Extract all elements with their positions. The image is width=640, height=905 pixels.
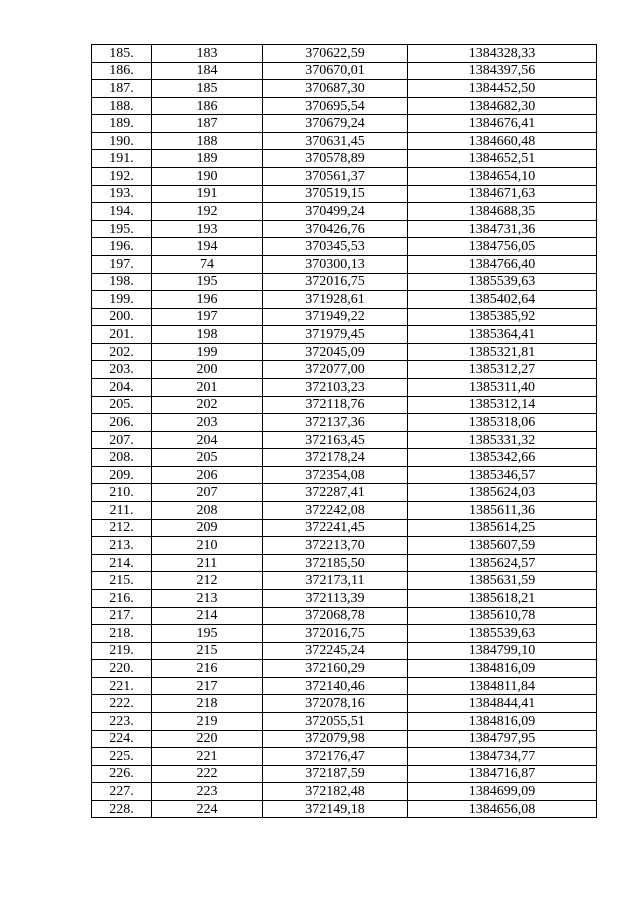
row-number-cell: 224. — [92, 730, 152, 748]
x-coordinate-cell: 372118,76 — [263, 396, 408, 414]
table-row — [92, 361, 597, 379]
table-row — [92, 677, 597, 695]
y-coordinate-cell: 1384816,09 — [408, 712, 597, 730]
x-coordinate-cell: 372077,00 — [263, 361, 408, 379]
point-number-cell: 189 — [152, 150, 263, 168]
x-coordinate-cell: 370622,59 — [263, 45, 408, 63]
table-row — [92, 765, 597, 783]
row-number-cell: 208. — [92, 449, 152, 467]
y-coordinate-cell: 1384816,09 — [408, 660, 597, 678]
point-number-cell: 204 — [152, 431, 263, 449]
table-row — [92, 45, 597, 63]
point-number-cell: 206 — [152, 466, 263, 484]
y-coordinate-cell: 1385539,63 — [408, 273, 597, 291]
x-coordinate-cell: 370695,54 — [263, 97, 408, 115]
table-row — [92, 466, 597, 484]
y-coordinate-cell: 1384799,10 — [408, 642, 597, 660]
y-coordinate-cell: 1384676,41 — [408, 115, 597, 133]
x-coordinate-cell: 372016,75 — [263, 625, 408, 643]
table-row — [92, 554, 597, 572]
table-row — [92, 642, 597, 660]
row-number-cell: 207. — [92, 431, 152, 449]
row-number-cell: 220. — [92, 660, 152, 678]
point-number-cell: 215 — [152, 642, 263, 660]
point-number-cell: 74 — [152, 255, 263, 273]
table-row — [92, 502, 597, 520]
table-row — [92, 238, 597, 256]
x-coordinate-cell: 372185,50 — [263, 554, 408, 572]
point-number-cell: 199 — [152, 343, 263, 361]
y-coordinate-cell: 1384652,51 — [408, 150, 597, 168]
point-number-cell: 192 — [152, 203, 263, 221]
y-coordinate-cell: 1385618,21 — [408, 589, 597, 607]
row-number-cell: 213. — [92, 537, 152, 555]
row-number-cell: 226. — [92, 765, 152, 783]
point-number-cell: 224 — [152, 800, 263, 818]
y-coordinate-cell: 1384844,41 — [408, 695, 597, 713]
row-number-cell: 185. — [92, 45, 152, 63]
row-number-cell: 198. — [92, 273, 152, 291]
coordinates-table — [91, 44, 597, 818]
point-number-cell: 185 — [152, 80, 263, 98]
row-number-cell: 191. — [92, 150, 152, 168]
table-row — [92, 343, 597, 361]
x-coordinate-cell: 372176,47 — [263, 748, 408, 766]
row-number-cell: 217. — [92, 607, 152, 625]
row-number-cell: 219. — [92, 642, 152, 660]
table-row — [92, 484, 597, 502]
x-coordinate-cell: 372187,59 — [263, 765, 408, 783]
x-coordinate-cell: 370519,15 — [263, 185, 408, 203]
table-row — [92, 660, 597, 678]
table-row — [92, 396, 597, 414]
point-number-cell: 187 — [152, 115, 263, 133]
x-coordinate-cell: 370687,30 — [263, 80, 408, 98]
row-number-cell: 189. — [92, 115, 152, 133]
row-number-cell: 209. — [92, 466, 152, 484]
table-row — [92, 150, 597, 168]
table-row — [92, 326, 597, 344]
table-row — [92, 97, 597, 115]
point-number-cell: 196 — [152, 291, 263, 309]
y-coordinate-cell: 1384811,84 — [408, 677, 597, 695]
table-row — [92, 449, 597, 467]
x-coordinate-cell: 372055,51 — [263, 712, 408, 730]
y-coordinate-cell: 1384766,40 — [408, 255, 597, 273]
table-row — [92, 273, 597, 291]
table-row — [92, 414, 597, 432]
table-row — [92, 607, 597, 625]
x-coordinate-cell: 372245,24 — [263, 642, 408, 660]
x-coordinate-cell: 370300,13 — [263, 255, 408, 273]
row-number-cell: 215. — [92, 572, 152, 590]
table-row — [92, 572, 597, 590]
x-coordinate-cell: 372016,75 — [263, 273, 408, 291]
row-number-cell: 199. — [92, 291, 152, 309]
x-coordinate-cell: 372178,24 — [263, 449, 408, 467]
point-number-cell: 190 — [152, 168, 263, 186]
row-number-cell: 206. — [92, 414, 152, 432]
point-number-cell: 213 — [152, 589, 263, 607]
point-number-cell: 193 — [152, 220, 263, 238]
table-row — [92, 712, 597, 730]
x-coordinate-cell: 372140,46 — [263, 677, 408, 695]
y-coordinate-cell: 1385318,06 — [408, 414, 597, 432]
y-coordinate-cell: 1385331,32 — [408, 431, 597, 449]
table-row — [92, 168, 597, 186]
x-coordinate-cell: 370426,76 — [263, 220, 408, 238]
row-number-cell: 197. — [92, 255, 152, 273]
point-number-cell: 207 — [152, 484, 263, 502]
x-coordinate-cell: 370670,01 — [263, 62, 408, 80]
y-coordinate-cell: 1385539,63 — [408, 625, 597, 643]
point-number-cell: 183 — [152, 45, 263, 63]
table-row — [92, 695, 597, 713]
point-number-cell: 205 — [152, 449, 263, 467]
table-row — [92, 132, 597, 150]
y-coordinate-cell: 1384452,50 — [408, 80, 597, 98]
x-coordinate-cell: 372068,78 — [263, 607, 408, 625]
point-number-cell: 188 — [152, 132, 263, 150]
x-coordinate-cell: 370631,45 — [263, 132, 408, 150]
point-number-cell: 191 — [152, 185, 263, 203]
x-coordinate-cell: 372078,16 — [263, 695, 408, 713]
row-number-cell: 210. — [92, 484, 152, 502]
row-number-cell: 202. — [92, 343, 152, 361]
x-coordinate-cell: 372182,48 — [263, 783, 408, 801]
x-coordinate-cell: 372045,09 — [263, 343, 408, 361]
point-number-cell: 208 — [152, 502, 263, 520]
table-row — [92, 431, 597, 449]
point-number-cell: 201 — [152, 378, 263, 396]
row-number-cell: 211. — [92, 502, 152, 520]
x-coordinate-cell: 372241,45 — [263, 519, 408, 537]
y-coordinate-cell: 1384797,95 — [408, 730, 597, 748]
point-number-cell: 210 — [152, 537, 263, 555]
point-number-cell: 203 — [152, 414, 263, 432]
y-coordinate-cell: 1385311,40 — [408, 378, 597, 396]
point-number-cell: 218 — [152, 695, 263, 713]
point-number-cell: 200 — [152, 361, 263, 379]
y-coordinate-cell: 1385312,27 — [408, 361, 597, 379]
row-number-cell: 192. — [92, 168, 152, 186]
row-number-cell: 223. — [92, 712, 152, 730]
point-number-cell: 220 — [152, 730, 263, 748]
point-number-cell: 216 — [152, 660, 263, 678]
table-row — [92, 115, 597, 133]
table-row — [92, 625, 597, 643]
point-number-cell: 217 — [152, 677, 263, 695]
row-number-cell: 222. — [92, 695, 152, 713]
row-number-cell: 203. — [92, 361, 152, 379]
point-number-cell: 195 — [152, 273, 263, 291]
y-coordinate-cell: 1385385,92 — [408, 308, 597, 326]
table-row — [92, 291, 597, 309]
table-row — [92, 519, 597, 537]
row-number-cell: 228. — [92, 800, 152, 818]
row-number-cell: 216. — [92, 589, 152, 607]
x-coordinate-cell: 370561,37 — [263, 168, 408, 186]
y-coordinate-cell: 1385614,25 — [408, 519, 597, 537]
x-coordinate-cell: 372113,39 — [263, 589, 408, 607]
y-coordinate-cell: 1384328,33 — [408, 45, 597, 63]
row-number-cell: 195. — [92, 220, 152, 238]
y-coordinate-cell: 1385402,64 — [408, 291, 597, 309]
x-coordinate-cell: 372079,98 — [263, 730, 408, 748]
x-coordinate-cell: 372213,70 — [263, 537, 408, 555]
x-coordinate-cell: 372354,08 — [263, 466, 408, 484]
y-coordinate-cell: 1384682,30 — [408, 97, 597, 115]
x-coordinate-cell: 371928,61 — [263, 291, 408, 309]
y-coordinate-cell: 1384699,09 — [408, 783, 597, 801]
row-number-cell: 193. — [92, 185, 152, 203]
point-number-cell: 184 — [152, 62, 263, 80]
y-coordinate-cell: 1384688,35 — [408, 203, 597, 221]
y-coordinate-cell: 1385624,03 — [408, 484, 597, 502]
y-coordinate-cell: 1385321,81 — [408, 343, 597, 361]
table-row — [92, 203, 597, 221]
table-row — [92, 800, 597, 818]
row-number-cell: 201. — [92, 326, 152, 344]
x-coordinate-cell: 372149,18 — [263, 800, 408, 818]
coordinates-table-body — [92, 45, 597, 818]
y-coordinate-cell: 1384716,87 — [408, 765, 597, 783]
row-number-cell: 225. — [92, 748, 152, 766]
y-coordinate-cell: 1385312,14 — [408, 396, 597, 414]
row-number-cell: 221. — [92, 677, 152, 695]
table-row — [92, 378, 597, 396]
table-row — [92, 589, 597, 607]
row-number-cell: 200. — [92, 308, 152, 326]
x-coordinate-cell: 372160,29 — [263, 660, 408, 678]
y-coordinate-cell: 1385364,41 — [408, 326, 597, 344]
x-coordinate-cell: 372103,23 — [263, 378, 408, 396]
x-coordinate-cell: 372137,36 — [263, 414, 408, 432]
point-number-cell: 219 — [152, 712, 263, 730]
y-coordinate-cell: 1384660,48 — [408, 132, 597, 150]
point-number-cell: 186 — [152, 97, 263, 115]
row-number-cell: 227. — [92, 783, 152, 801]
y-coordinate-cell: 1384397,56 — [408, 62, 597, 80]
y-coordinate-cell: 1385631,59 — [408, 572, 597, 590]
y-coordinate-cell: 1385611,36 — [408, 502, 597, 520]
y-coordinate-cell: 1384671,63 — [408, 185, 597, 203]
row-number-cell: 190. — [92, 132, 152, 150]
y-coordinate-cell: 1384731,36 — [408, 220, 597, 238]
y-coordinate-cell: 1384756,05 — [408, 238, 597, 256]
table-row — [92, 783, 597, 801]
row-number-cell: 187. — [92, 80, 152, 98]
y-coordinate-cell: 1385624,57 — [408, 554, 597, 572]
y-coordinate-cell: 1384734,77 — [408, 748, 597, 766]
point-number-cell: 211 — [152, 554, 263, 572]
row-number-cell: 218. — [92, 625, 152, 643]
row-number-cell: 212. — [92, 519, 152, 537]
x-coordinate-cell: 371979,45 — [263, 326, 408, 344]
point-number-cell: 209 — [152, 519, 263, 537]
x-coordinate-cell: 372163,45 — [263, 431, 408, 449]
table-row — [92, 730, 597, 748]
row-number-cell: 194. — [92, 203, 152, 221]
y-coordinate-cell: 1385346,57 — [408, 466, 597, 484]
table-row — [92, 748, 597, 766]
point-number-cell: 214 — [152, 607, 263, 625]
x-coordinate-cell: 372287,41 — [263, 484, 408, 502]
point-number-cell: 195 — [152, 625, 263, 643]
table-row — [92, 185, 597, 203]
x-coordinate-cell: 371949,22 — [263, 308, 408, 326]
table-row — [92, 220, 597, 238]
x-coordinate-cell: 372173,11 — [263, 572, 408, 590]
row-number-cell: 205. — [92, 396, 152, 414]
y-coordinate-cell: 1385610,78 — [408, 607, 597, 625]
table-row — [92, 537, 597, 555]
point-number-cell: 221 — [152, 748, 263, 766]
y-coordinate-cell: 1384654,10 — [408, 168, 597, 186]
point-number-cell: 194 — [152, 238, 263, 256]
table-row — [92, 308, 597, 326]
row-number-cell: 188. — [92, 97, 152, 115]
x-coordinate-cell: 370499,24 — [263, 203, 408, 221]
point-number-cell: 198 — [152, 326, 263, 344]
point-number-cell: 223 — [152, 783, 263, 801]
y-coordinate-cell: 1384656,08 — [408, 800, 597, 818]
table-row — [92, 80, 597, 98]
row-number-cell: 196. — [92, 238, 152, 256]
x-coordinate-cell: 370578,89 — [263, 150, 408, 168]
x-coordinate-cell: 370679,24 — [263, 115, 408, 133]
y-coordinate-cell: 1385342,66 — [408, 449, 597, 467]
y-coordinate-cell: 1385607,59 — [408, 537, 597, 555]
row-number-cell: 214. — [92, 554, 152, 572]
point-number-cell: 212 — [152, 572, 263, 590]
point-number-cell: 197 — [152, 308, 263, 326]
table-row — [92, 62, 597, 80]
point-number-cell: 222 — [152, 765, 263, 783]
x-coordinate-cell: 372242,08 — [263, 502, 408, 520]
point-number-cell: 202 — [152, 396, 263, 414]
row-number-cell: 186. — [92, 62, 152, 80]
table-row — [92, 255, 597, 273]
row-number-cell: 204. — [92, 378, 152, 396]
x-coordinate-cell: 370345,53 — [263, 238, 408, 256]
